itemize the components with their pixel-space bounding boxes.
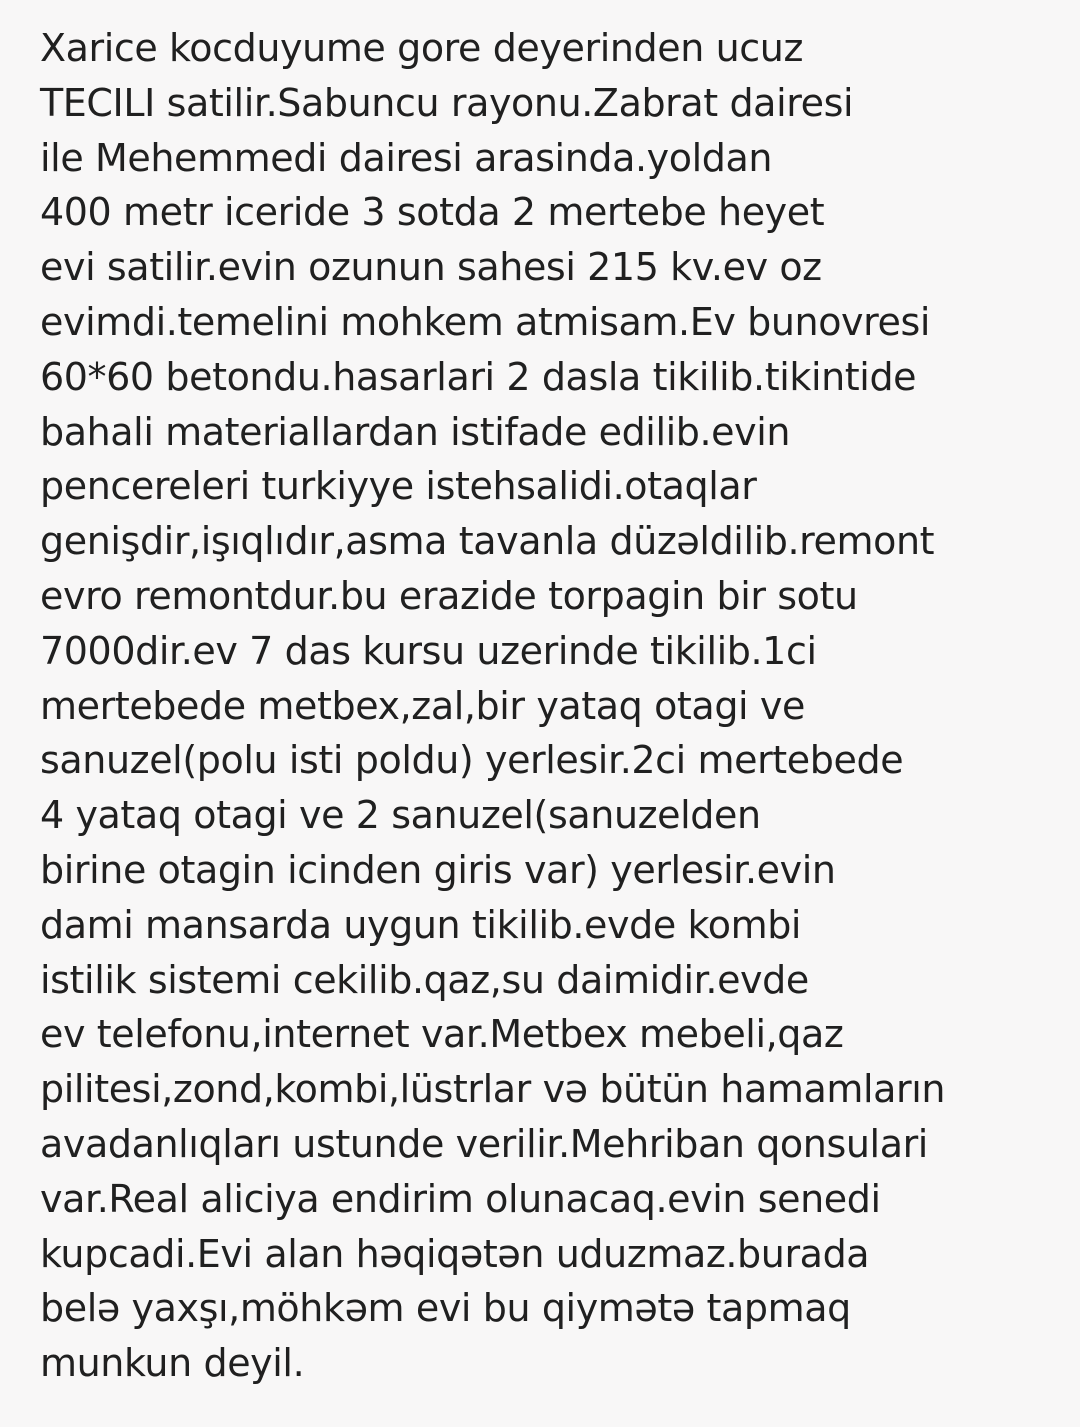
- description-line: genişdir,işıqlıdır,asma tavanla düzəldilib.remont: [40, 519, 935, 564]
- description-line: belə yaxşı,möhkəm evi bu qiymətə tapmaq: [40, 1286, 851, 1331]
- description-line: munkun deyil.: [40, 1341, 305, 1386]
- description-line: sanuzel(polu isti poldu) yerlesir.2ci mertebede: [40, 738, 904, 783]
- listing-description: [40, 21, 1070, 1391]
- description-line: ev telefonu,internet var.Metbex mebeli,qaz: [40, 1012, 844, 1057]
- description-line: Xarice kocduyume gore deyerinden ucuz: [40, 26, 804, 70]
- description-line: pencereleri turkiyye istehsalidi.otaqlar: [40, 464, 757, 509]
- description-line: evimdi.temelini mohkem atmisam.Ev bunovresi: [40, 299, 931, 344]
- description-line: 400 metr iceride 3 sotda 2 mertebe heyet: [40, 190, 825, 235]
- description-line: avadanlıqları ustunde verilir.Mehriban qonsulari: [40, 1121, 928, 1166]
- description-line: 4 yataq otagi ve 2 sanuzel(sanuzelden: [40, 793, 761, 838]
- description-line: evro remontdur.bu erazide torpagin bir sotu: [40, 573, 858, 618]
- description-line: bahali materiallardan istifade edilib.evin: [40, 409, 791, 454]
- description-line: var.Real aliciya endirim olunacaq.evin senedi: [40, 1176, 881, 1221]
- description-line: istilik sistemi cekilib.qaz,su daimidir.evde: [40, 957, 809, 1002]
- description-line: TECILI satilir.Sabuncu rayonu.Zabrat dairesi: [40, 80, 854, 125]
- description-line: dami mansarda uygun tikilib.evde kombi: [40, 902, 802, 947]
- description-line: kupcadi.Evi alan həqiqətən uduzmaz.burada: [40, 1231, 870, 1276]
- description-line: 7000dir.ev 7 das kursu uzerinde tikilib.1ci: [40, 628, 817, 673]
- description-line: pilitesi,zond,kombi,lüstrlar və bütün hamamların: [40, 1067, 946, 1112]
- description-line: mertebede metbex,zal,bir yataq otagi ve: [40, 683, 805, 728]
- description-line: birine otagin icinden giris var) yerlesir.evin: [40, 847, 836, 892]
- description-line: evi satilir.evin ozunun sahesi 215 kv.ev oz: [40, 245, 822, 290]
- description-line: ile Mehemmedi dairesi arasinda.yoldan: [40, 135, 773, 180]
- description-line: 60*60 betondu.hasarlari 2 dasla tikilib.tikintide: [40, 354, 917, 399]
